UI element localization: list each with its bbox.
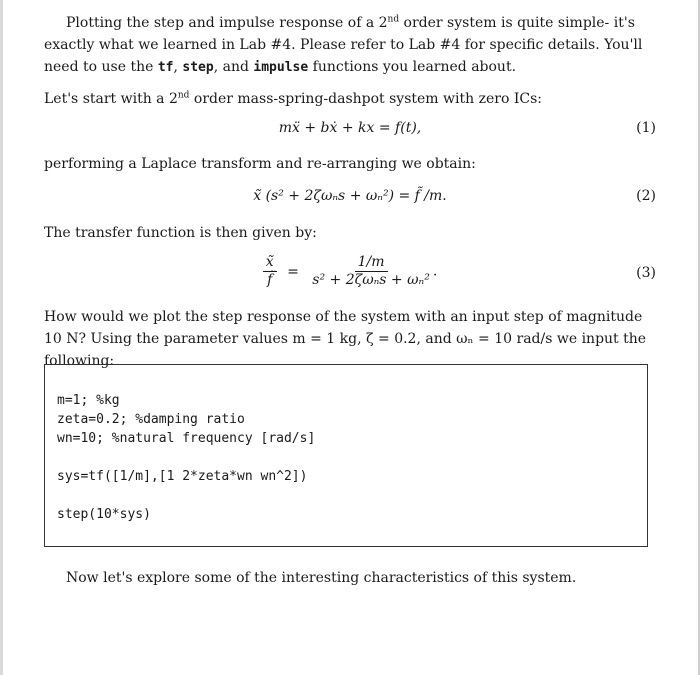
rhs-fraction: $\frac{1/m}{\text{s² + 2ζωₙs + ωₙ²}}$ bbox=[312, 254, 430, 288]
code-line: wn=10; %natural frequency [rad/s] bbox=[57, 431, 316, 446]
intro-paragraph: Plotting the step and impulse response of a 2nd order system is quite simple- it's exactly what we learned in Lab #4. Please refer to Lab #4 for specific details. You'll need to use the tf, step, and impulse functions you learned about. bbox=[44, 14, 643, 75]
start-paragraph: Let's start with a 2nd order mass-spring-dashpot system with zero ICs: bbox=[44, 90, 542, 107]
equation-2-body: x̃ (s² + 2ζωₙs + ωₙ²) = f̃ /m. bbox=[253, 188, 447, 204]
equation-1-body: mẍ + bẋ + kx = f(t), bbox=[278, 120, 422, 136]
equation-3 bbox=[44, 254, 656, 294]
equation-3-number: (3) bbox=[636, 265, 656, 281]
code-impulse: impulse bbox=[253, 60, 309, 75]
laplace-text: performing a Laplace transform and re-arranging we obtain: bbox=[44, 156, 476, 172]
code-line: zeta=0.2; %damping ratio bbox=[57, 412, 245, 427]
code-line: sys=tf([1/m],[1 2*zeta*wn wn^2]) bbox=[57, 469, 308, 484]
equation-1-number: (1) bbox=[636, 120, 656, 136]
code-step: step bbox=[182, 60, 214, 75]
equation-2 bbox=[44, 188, 656, 214]
equation-2-number: (2) bbox=[636, 188, 656, 204]
question-paragraph: How would we plot the step response of the system with an input step of magnitude 10 N? Using the parameter values m = 1 kg, ζ = 0.2, and ωₙ = 10 rad/s we input the following: bbox=[44, 309, 647, 369]
closing-paragraph: Now let's explore some of the interesting characteristics of this system. bbox=[66, 570, 577, 586]
matlab-code-box bbox=[44, 364, 648, 547]
lhs-fraction: $\frac{x̃}{f̃}$ bbox=[263, 254, 277, 289]
left-border bbox=[0, 0, 3, 675]
equation-3-body: $\frac{x̃}{f̃}$ = $\frac{1/m}{\text{s² + 2ζωₙs + ωₙ²}}$ . bbox=[44, 254, 656, 289]
code-tf: tf bbox=[157, 60, 174, 75]
code-line: step(10*sys) bbox=[57, 507, 151, 522]
code-line: m=1; %kg bbox=[57, 393, 120, 408]
equation-1 bbox=[44, 120, 656, 146]
transfer-function-text: The transfer function is then given by: bbox=[44, 225, 317, 241]
